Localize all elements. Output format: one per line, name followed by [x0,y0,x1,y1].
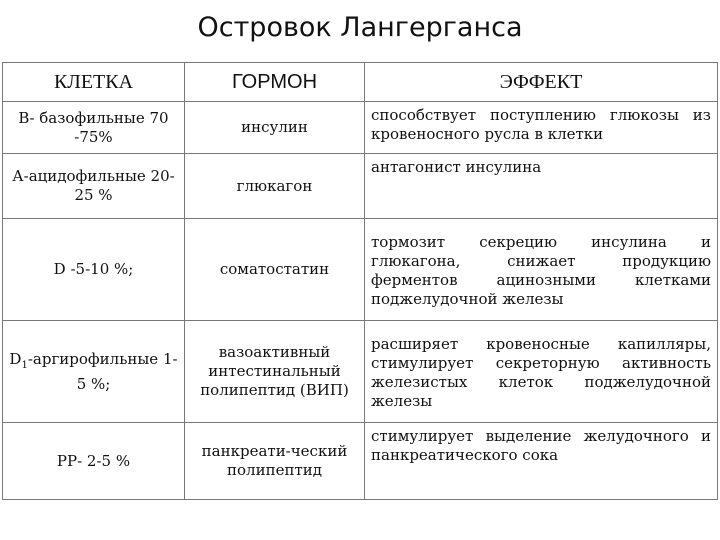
table-row [3,102,718,154]
cell-type-rest: -аргирофильные 1-5 %; [27,349,178,393]
langerhans-table [2,62,718,500]
cell-type: D -5-10 %; [3,219,185,321]
effect: способствует поступлению глюкозы из кровеносного русла в клетки [365,102,718,154]
effect: антагонист инсулина [365,154,718,219]
cell-type: А-ацидофильные 20-25 % [3,154,185,219]
effect: тормозит секрецию инсулина и глюкагона, снижает продукцию ферментов ацинозными клетками поджелудочной железы [365,219,718,321]
table-row [3,321,718,423]
table-row [3,423,718,500]
table-row [3,219,718,321]
effect: стимулирует выделение желудочного и панкреатического сока [365,423,718,500]
hormone: панкреати-ческий полипептид [185,423,365,500]
hormone: вазоактивный интестинальный полипептид (ВИП) [185,321,365,423]
cell-type: В- базофильные 70 -75% [3,102,185,154]
header-cell: КЛЕТКА [3,63,185,102]
hormone: глюкагон [185,154,365,219]
cell-type: РР- 2-5 % [3,423,185,500]
hormone: соматостатин [185,219,365,321]
effect: расширяет кровеносные капилляры, стимулирует секреторную активность железистых клеток поджелудочной железы [365,321,718,423]
table-header-row [3,63,718,102]
page-title: Островок Лангерганса [197,12,523,43]
cell-type-main: D [9,349,22,368]
header-effect: ЭФФЕКТ [365,63,718,102]
table-row [3,154,718,219]
header-hormone: ГОРМОН [185,63,365,102]
cell-type [3,321,185,423]
hormone: инсулин [185,102,365,154]
cell-type-sub: 1 [21,359,28,371]
